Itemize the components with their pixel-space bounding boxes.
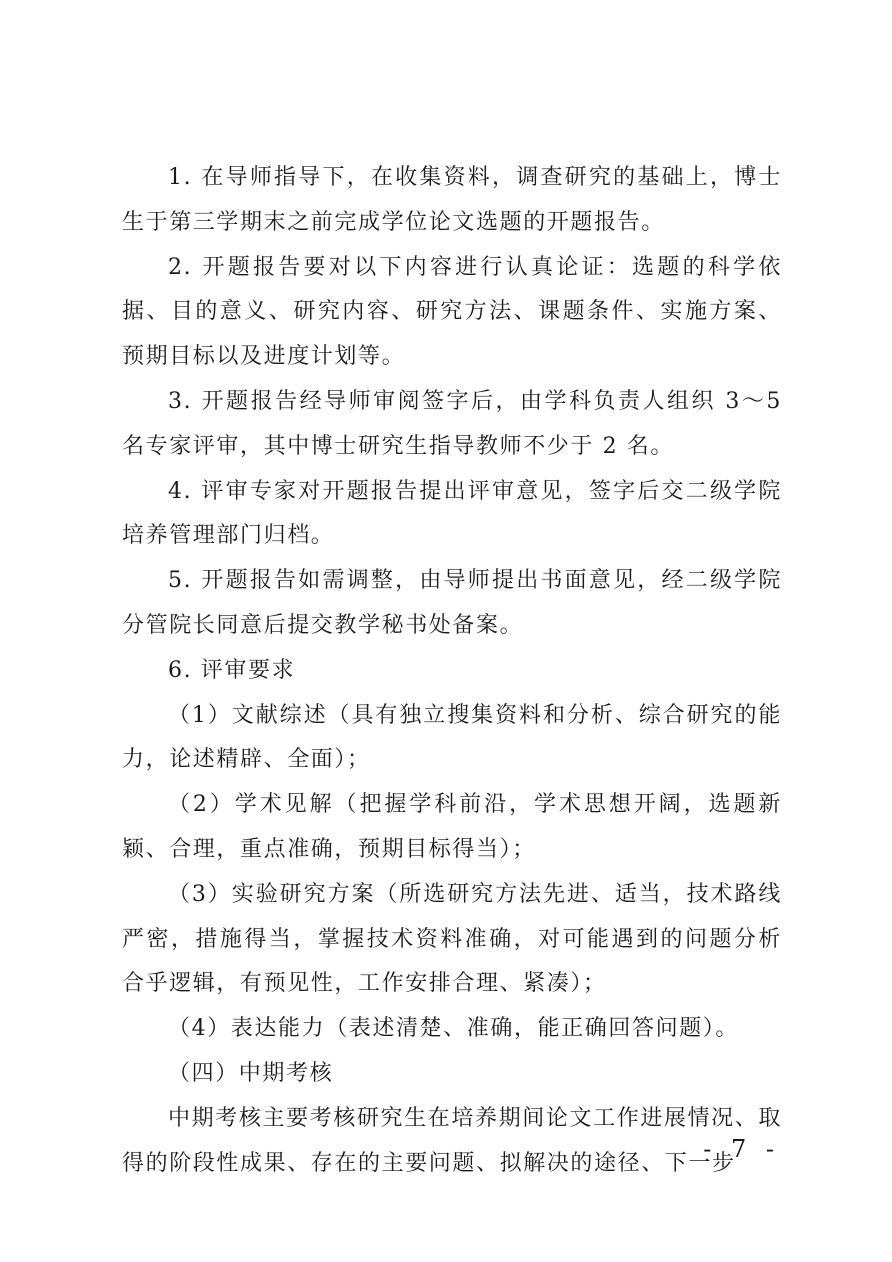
paragraph-opening-report-timing: 1. 在导师指导下，在收集资料，调查研究的基础上，博士生于第三学期末之前完成学位论文选题的开题报告。 (122, 165, 782, 235)
paragraph-review-opinion: 4. 评审专家对开题报告提出评审意见，签字后交二级学院培养管理部门归档。 (122, 478, 782, 549)
paragraph-requirement-expression: （4）表达能力（表述清楚、准确，能正确回答问题）。 (168, 1016, 739, 1042)
paragraph-midterm-assessment: 中期考核主要考核研究生在培养期间论文工作进展情况、取得的阶段性成果、存在的主要问题、拟解决的途径、下一步 (122, 1105, 782, 1176)
paragraph-review-requirements-heading: 6. 评审要求 (168, 657, 296, 683)
paragraph-report-adjustment: 5. 开题报告如需调整，由导师提出书面意见，经二级学院分管院长同意后提交教学秘书处备案。 (122, 568, 782, 638)
paragraph-opening-report-content: 2. 开题报告要对以下内容进行认真论证：选题的科学依据、目的意义、研究内容、研究方法、课题条件、实施方案、预期目标以及进度计划等。 (122, 254, 782, 370)
paragraph-requirement-academic-insight: （2）学术见解（把握学科前沿，学术思想开阔，选题新颖、合理，重点准确，预期目标得当）； (122, 792, 782, 862)
paragraph-expert-review: 3. 开题报告经导师审阅签字后，由学科负责人组织 3～5 名专家评审，其中博士研究生指导教师不少于 2 名。 (122, 388, 782, 459)
paragraph-requirement-literature-review: （1）文献综述（具有独立搜集资料和分析、综合研究的能力，论述精辟、全面）； (122, 702, 782, 773)
section-heading-midterm-assessment: （四）中期考核 (168, 1060, 334, 1086)
body-text (122, 156, 782, 1186)
page-number: - 7 - (703, 1135, 780, 1163)
paragraph-requirement-research-plan: （3）实验研究方案（所选研究方法先进、适当，技术路线严密，措施得当，掌握技术资料准确，对可能遇到的问题分析合乎逻辑，有预见性，工作安排合理、紧凑）； (122, 881, 782, 997)
